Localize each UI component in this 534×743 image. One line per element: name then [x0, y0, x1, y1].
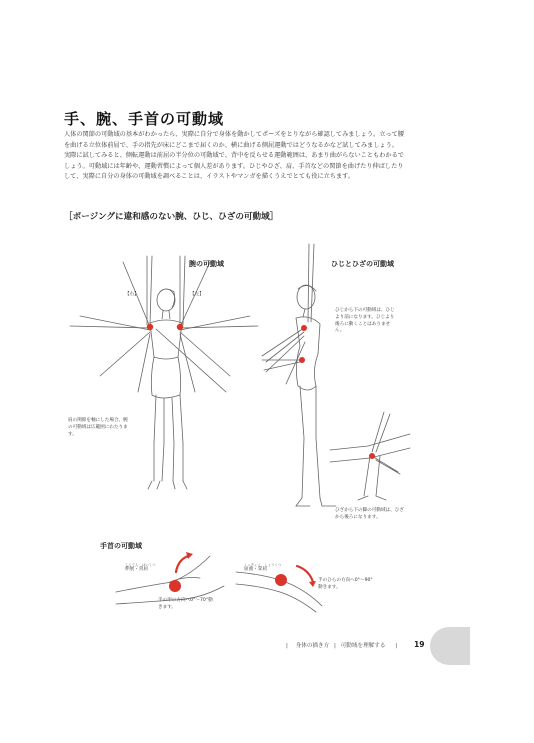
footer-chapter: 身体の描き方	[295, 643, 330, 649]
extension-label: 伸展・背屈	[125, 567, 148, 572]
extension-note: 手の甲の方向へ0°〜70°動きます。	[158, 598, 213, 610]
front-figure-illustration	[70, 256, 258, 489]
page-title: 手、腕、手首の可動域	[64, 110, 225, 128]
arm-range-note: 肩の関節を軸にした場合、腕の可動域は広範囲にわたります。	[68, 418, 128, 437]
footer-running-head: | 身体の描き方 | 可動域を理解する |	[286, 643, 398, 649]
left-tag: 【左】	[190, 292, 204, 297]
intro-paragraph: 人体の関節の可動域の基本がわかったら、実際に自分で身体を動かしてポーズをとりながら確認してみましょう。立って腰を曲げる立位体前屈で、手の指先が床にどこまで届くのか、横に曲げる側屈運動ではどうなるかなど試してみましょう。実際に試してみると、側転運動は前屈の半分位の可動域で、背中を反らせる運動範囲は、あまり曲がらないこともわかるでしょう。可動域には年齢や、運動習慣によって個人差があります。ひじやひざ、肩、手首などの関節を曲げたり伸ばしたりして、実際に自分の身体の可動域を調べることは、イラストやマンガを描くうえでとても役に立ちます。	[64, 131, 404, 181]
flexion-ruby: くっきょく しょうくつ	[244, 563, 282, 567]
page-edge-tab	[430, 627, 470, 665]
flexion-note: 手のひらの方向へ0°〜90°動きます。	[318, 578, 373, 590]
flexion-label: 屈曲・掌屈	[244, 567, 267, 572]
right-tag: 【右】	[125, 292, 139, 297]
side-figure-illustration	[262, 244, 336, 506]
knee-range-note: ひざから下の脚の可動域は、ひざから後ろになります。	[335, 508, 404, 520]
elbow-range-note: ひじから下の可動域は、ひじより前になります。ひじより後ろに動くことはありません。	[335, 308, 395, 334]
elbow-knee-range-label: ひじとひざの可動域	[331, 260, 394, 268]
page-number: 19	[414, 640, 425, 649]
wrist-range-label: 手首の可動域	[100, 542, 142, 550]
section-heading: ［ポージングに違和感のない腕、ひじ、ひざの可動域］	[64, 212, 279, 222]
extension-ruby: しんてん はいくつ	[125, 563, 156, 567]
arm-range-label: 腕の可動域	[189, 260, 224, 268]
joint-markers	[147, 324, 375, 592]
footer-section: 可動域を理解する	[340, 643, 386, 649]
